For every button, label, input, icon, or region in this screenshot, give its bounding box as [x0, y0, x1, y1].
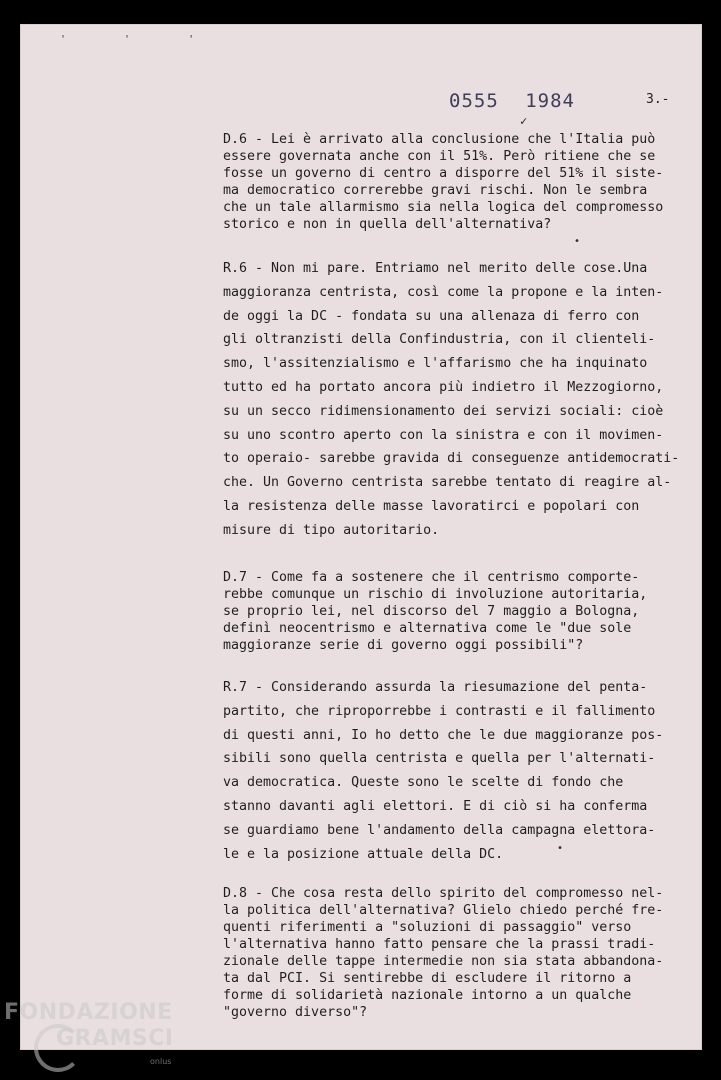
text-line: R.6 - Non mi pare. Entriamo nel merito delle cose.Una [223, 261, 648, 276]
watermark-sub: onlus [150, 1057, 172, 1066]
text-line: che un tale allarmismo sia nella logica del compromesso [223, 200, 664, 215]
text-line: fosse un governo di centro a disporre del 51% il siste- [223, 166, 664, 181]
text-line: zionale delle tappe intermedie non sia stata abbandona- [223, 954, 664, 969]
text-line: storico e non in quella dell'alternativa? [223, 217, 552, 232]
text-line: definì neocentrismo e alternativa come le "due sole [223, 621, 632, 636]
text-line: essere governata anche con il 51%. Però ritiene che se [223, 149, 656, 164]
ink-dot: • [574, 236, 581, 247]
text-line: smo, l'assitenzialismo e l'affarismo che ha inquinato [223, 356, 648, 372]
text-line: va democratica. Queste sono le scelte di fondo che [223, 775, 624, 791]
text-line: quenti riferimenti a "soluzioni di passaggio" verso [223, 920, 632, 935]
text-line: la politica dell'alternativa? Glielo chiedo perché fre- [223, 903, 664, 918]
question-d8 [223, 885, 663, 1021]
text-line: la resistenza delle masse lavoratirci e popolari con [223, 498, 640, 514]
doc-year: 1984 [525, 90, 575, 112]
watermark-line2: GRAMSCI [56, 1026, 174, 1051]
text-line: di questi anni, Io ho detto che le due maggioranze pos- [223, 727, 664, 743]
text-line: ta dal PCI. Si sentirebbe di escludere il ritorno a [223, 971, 632, 986]
answer-r6 [223, 257, 679, 543]
question-d6 [223, 131, 663, 233]
text-line: ma democratico correrebbe gravi rischi. Non le sembra [223, 183, 648, 198]
text-line: forme di solidarietà nazionale intorno a un qualche [223, 988, 632, 1003]
text-line: maggioranza centrista, così come la propone e la inten- [223, 284, 664, 300]
question-d7 [223, 569, 647, 654]
text-line: to operaio- sarebbe gravida di conseguenze antidemocrati- [223, 451, 680, 467]
text-line: gli oltranzisti della Confindustria, con il clienteli- [223, 332, 656, 348]
doc-code: 0555 [449, 90, 499, 112]
text-line: le e la posizione attuale della DC. [223, 846, 504, 862]
pen-mark: ✓ [520, 114, 528, 128]
text-line: rebbe comunque un rischio di involuzione autoritaria, [223, 587, 648, 602]
text-line: stanno davanti agli elettori. E di ciò si ha conferma [223, 798, 648, 814]
text-line: che. Un Governo centrista sarebbe tentato di reagire al- [223, 475, 672, 491]
text-line: de oggi la DC - fondata su una allenaza di ferro con [223, 308, 640, 324]
text-line: D.7 - Come fa a sostenere che il centrismo comporte- [223, 570, 640, 585]
text-line: se proprio lei, nel discorso del 7 maggio a Bologna, [223, 604, 640, 619]
fondazione-gramsci-watermark [4, 1000, 204, 1080]
text-line: su un secco ridimensionamento dei servizi sociali: cioè [223, 403, 664, 419]
ink-dot: • [557, 843, 564, 854]
page-number: 3.- [646, 92, 670, 107]
text-line: partito, che riproporrebbe i contrasti e il fallimento [223, 703, 656, 719]
text-line: l'alternativa hanno fatto pensare che la prassi tradi- [223, 937, 656, 952]
text-line: su uno scontro aperto con la sinistra e con il movimen- [223, 427, 664, 443]
text-line: "governo diverso"? [223, 1005, 368, 1020]
text-line: se guardiamo bene l'andamento della campagna elettora- [223, 822, 656, 838]
text-line: tutto ed ha portato ancora più indietro il Mezzogiorno, [223, 379, 664, 395]
text-line: sibili sono quella centrista e quella per l'alternati- [223, 751, 656, 767]
document-number [449, 90, 575, 112]
text-line: D.8 - Che cosa resta dello spirito del compromesso nel- [223, 886, 664, 901]
text-line: misure di tipo autoritario. [223, 522, 440, 538]
text-line: R.7 - Considerando assurda la riesumazione del penta- [223, 680, 648, 695]
watermark-line1: FONDAZIONE [4, 1000, 173, 1025]
answer-r7 [223, 676, 663, 866]
text-line: D.6 - Lei è arrivato alla conclusione che l'Italia può [223, 132, 656, 147]
text-line: maggioranze serie di governo oggi possibili"? [223, 638, 584, 653]
paper-specks: ' ' ' [60, 34, 221, 45]
